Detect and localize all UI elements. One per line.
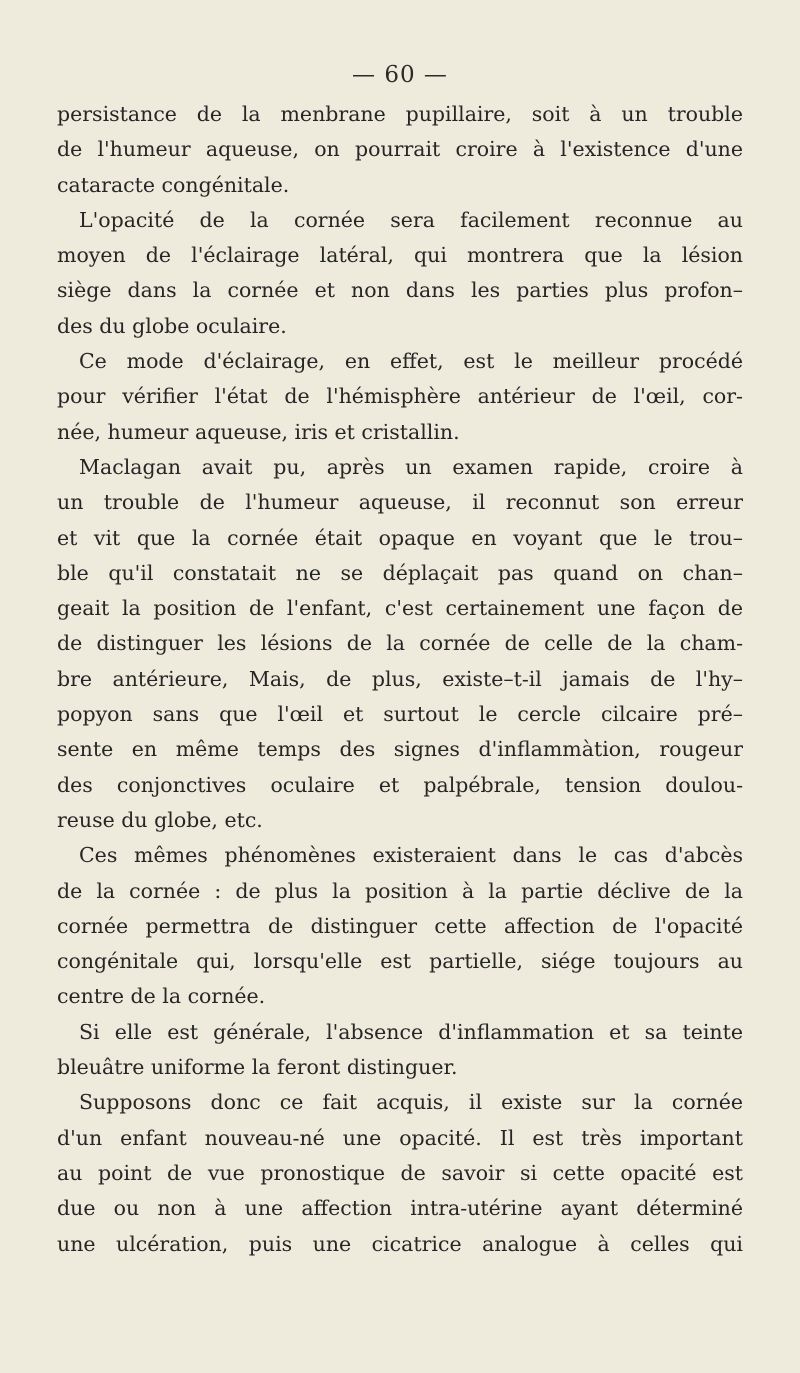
text-line: de la cornée : de plus la position à la partie déclive de la bbox=[57, 878, 743, 903]
text-line: d'un enfant nouveau-né une opacité. Il est très important bbox=[57, 1125, 743, 1150]
text-line: des du globe oculaire. bbox=[57, 313, 287, 338]
page-number: — 60 — bbox=[352, 62, 448, 88]
text-line: Si elle est générale, l'absence d'inflammation et sa teinte bbox=[79, 1019, 743, 1044]
text-line: au point de vue pronostique de savoir si cette opacité est bbox=[57, 1160, 743, 1185]
text-line: et vit que la cornée était opaque en voyant que le trou– bbox=[57, 525, 743, 550]
body-text bbox=[57, 97, 743, 1262]
text-line: Supposons donc ce fait acquis, il existe sur la cornée bbox=[79, 1090, 743, 1115]
text-line: bleuâtre uniforme la feront distinguer. bbox=[57, 1055, 458, 1080]
text-line: L'opacité de la cornée sera facilement reconnue au bbox=[79, 207, 743, 232]
text-line: de l'humeur aqueuse, on pourrait croire à l'existence d'une bbox=[57, 137, 743, 162]
text-line: siège dans la cornée et non dans les parties plus profon– bbox=[57, 278, 743, 303]
text-line: moyen de l'éclairage latéral, qui montrera que la lésion bbox=[57, 243, 743, 268]
text-line: popyon sans que l'œil et surtout le cercle cilcaire pré– bbox=[57, 702, 743, 727]
text-line: un trouble de l'humeur aqueuse, il reconnut son erreur bbox=[57, 490, 743, 515]
text-line: cornée permettra de distinguer cette affection de l'opacité bbox=[57, 913, 743, 938]
text-line: née, humeur aqueuse, iris et cristallin. bbox=[57, 419, 460, 444]
text-line: pour vérifier l'état de l'hémisphère antérieur de l'œil, cor- bbox=[57, 384, 743, 409]
text-line: Ces mêmes phénomènes existeraient dans le cas d'abcès bbox=[79, 843, 743, 868]
text-line: due ou non à une affection intra-utérine ayant déterminé bbox=[57, 1196, 743, 1221]
text-line: reuse du globe, etc. bbox=[57, 807, 263, 832]
text-line: centre de la cornée. bbox=[57, 984, 266, 1009]
text-line: congénitale qui, lorsqu'elle est partielle, siége toujours au bbox=[57, 949, 743, 974]
text-line: de distinguer les lésions de la cornée de celle de la cham- bbox=[57, 631, 743, 656]
text-line: des conjonctives oculaire et palpébrale, tension doulou- bbox=[57, 772, 743, 797]
text-line: ble qu'il constatait ne se déplaçait pas quand on chan– bbox=[57, 560, 743, 585]
text-line: Ce mode d'éclairage, en effet, est le meilleur procédé bbox=[79, 349, 743, 374]
text-line: une ulcération, puis une cicatrice analogue à celles qui bbox=[57, 1231, 743, 1256]
text-line: sente en même temps des signes d'inflammàtion, rougeur bbox=[57, 737, 743, 762]
text-line: persistance de la menbrane pupillaire, soit à un trouble bbox=[57, 102, 743, 126]
text-line: geait la position de l'enfant, c'est certainement une façon de bbox=[57, 596, 743, 621]
text-line: bre antérieure, Mais, de plus, existe–t-il jamais de l'hy– bbox=[57, 666, 743, 691]
text-line: cataracte congénitale. bbox=[57, 172, 290, 197]
text-line: Maclagan avait pu, après un examen rapide, croire à bbox=[79, 454, 743, 479]
